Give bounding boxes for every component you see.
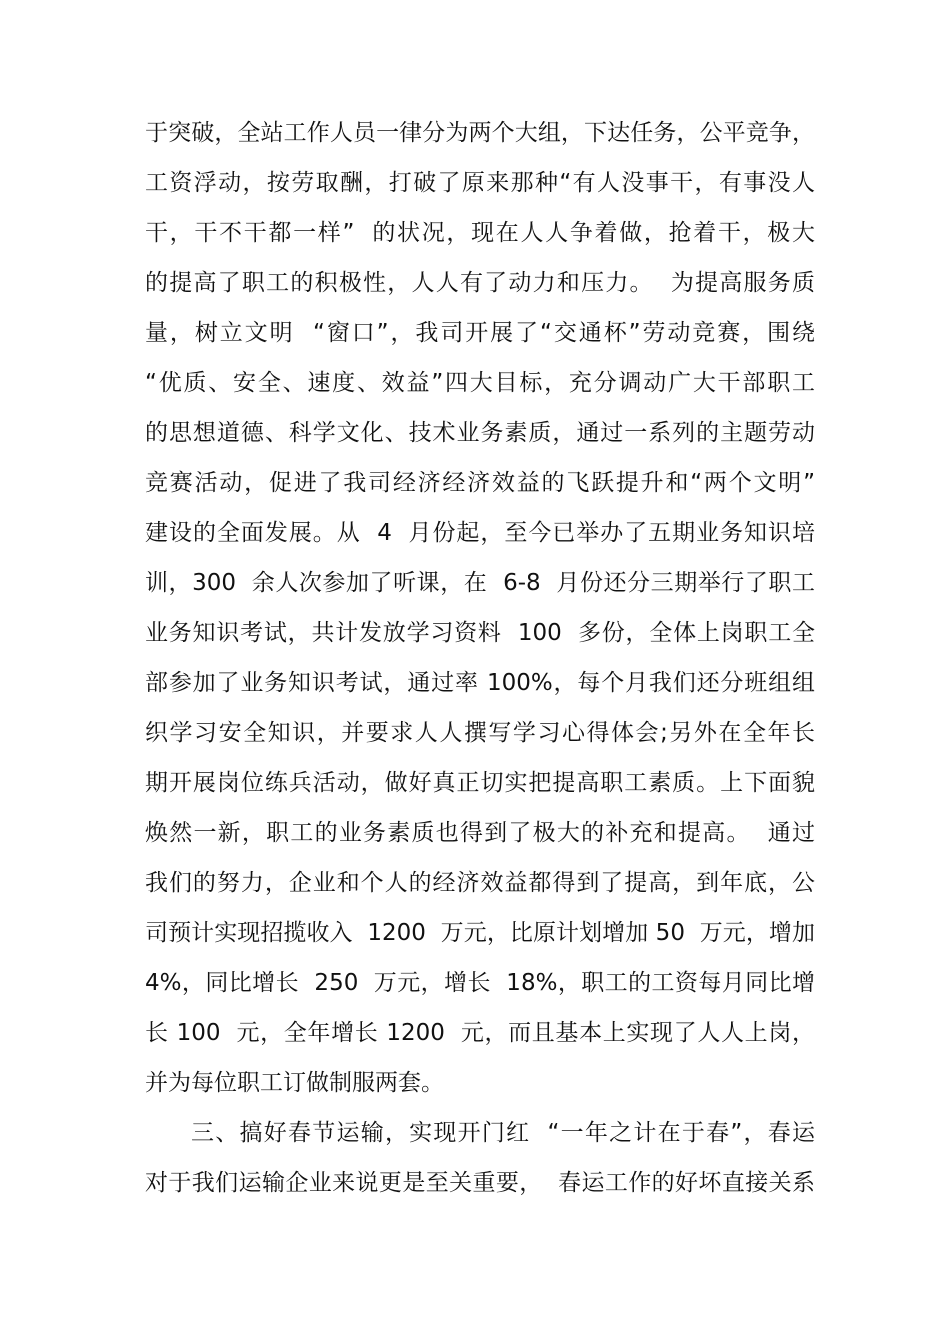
text-line: 的提高了职工的积极性，人人有了动力和压力。 为提高服务质 [145, 270, 815, 296]
body-text [145, 108, 815, 1208]
text-line: 长 100 元，全年增长 1200 元，而且基本上实现了人人上岗， [145, 1020, 815, 1046]
text-line: 的思想道德、科学文化、技术业务素质，通过一系列的主题劳动 [145, 420, 815, 446]
text-line: 训，300 余人次参加了听课，在 6-8 月份还分三期举行了职工 [145, 570, 815, 596]
text-line: 于突破，全站工作人员一律分为两个大组，下达任务，公平竞争， [145, 120, 815, 146]
text-line: 织学习安全知识，并要求人人撰写学习心得体会;另外在全年长 [145, 720, 815, 746]
text-line: 建设的全面发展。从 4 月份起，至今已举办了五期业务知识培 [145, 520, 815, 546]
text-line: 业务知识考试，共计发放学习资料 100 多份，全体上岗职工全 [145, 620, 815, 646]
text-line: 部参加了业务知识考试，通过率 100%，每个月我们还分班组组 [145, 670, 815, 696]
text-line: 焕然一新，职工的业务素质也得到了极大的补充和提高。 通过 [145, 820, 815, 846]
text-line: 司预计实现招揽收入 1200 万元，比原计划增加 50 万元，增加 [145, 920, 815, 946]
text-line: “优质、安全、速度、效益”四大目标，充分调动广大干部职工 [145, 370, 815, 396]
text-line: 竞赛活动，促进了我司经济经济效益的飞跃提升和“两个文明” [145, 470, 815, 496]
text-line: 我们的努力，企业和个人的经济效益都得到了提高，到年底，公 [145, 870, 815, 896]
text-line: 并为每位职工订做制服两套。 [145, 1070, 444, 1096]
text-line: 期开展岗位练兵活动，做好真正切实把提高职工素质。上下面貌 [145, 770, 815, 796]
text-line: 干，干不干都一样” 的状况，现在人人争着做，抢着干，极大 [145, 220, 815, 246]
text-line: 量，树立文明 “窗口”，我司开展了“交通杯”劳动竞赛，围绕 [145, 320, 815, 346]
section-heading-line: 三、搞好春节运输，实现开门红 “一年之计在于春”，春运 [191, 1120, 815, 1146]
text-line: 工资浮动，按劳取酬，打破了原来那种“有人没事干，有事没人 [145, 170, 815, 196]
text-line: 对于我们运输企业来说更是至关重要， 春运工作的好坏直接关系 [145, 1170, 815, 1196]
text-line: 4%，同比增长 250 万元，增长 18%，职工的工资每月同比增 [145, 970, 815, 996]
